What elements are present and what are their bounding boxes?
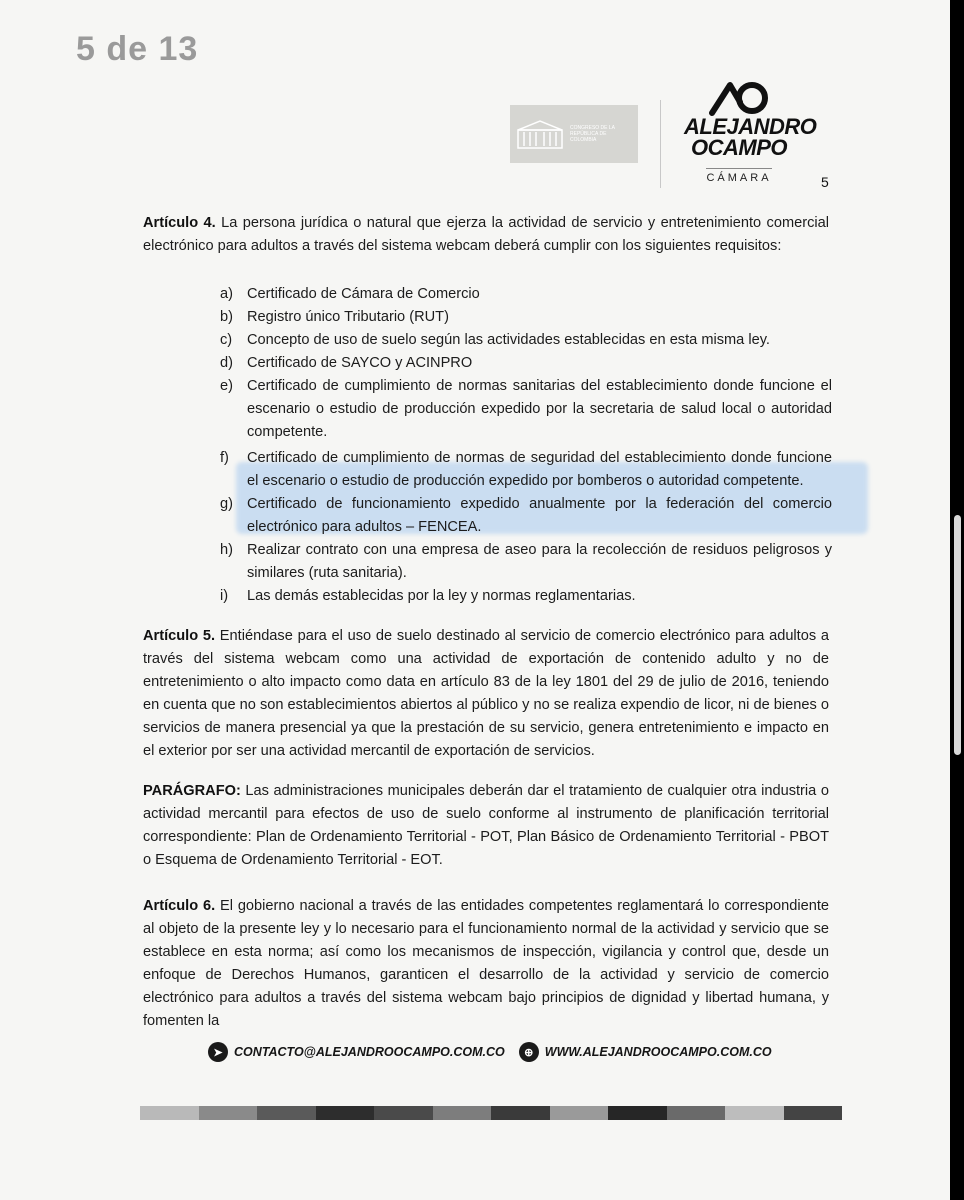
footer-email-text: CONTACTO@ALEJANDROOCAMPO.COM.CO [234, 1045, 505, 1059]
article-6 [143, 895, 829, 1033]
footer-email [208, 1042, 505, 1062]
brand-subtitle: CÁMARA [706, 168, 771, 184]
list-item: d) Certificado de SAYCO y ACINPRO [220, 355, 473, 371]
list-item: b) Registro único Tributario (RUT) [220, 309, 449, 325]
list-item: g) Certificado de funcionamiento expedido anualmente por la federación del comercio electrónico para adultos – FENCEA. [220, 496, 832, 535]
document-page-number: 5 [821, 174, 829, 190]
congress-logo-text: CONGRESO DE LA REPÚBLICA DE COLOMBIA [570, 125, 615, 143]
send-icon: ➤ [208, 1042, 228, 1062]
brand-name-line1: ALEJANDRO [684, 114, 817, 139]
article-4-text: La persona jurídica o natural que ejerza la actividad de servicio y entretenimiento comercial electrónico para adultos a través del sistema webcam deberá cumplir con los siguientes requisitos: [143, 215, 829, 254]
requirements-list [220, 283, 832, 608]
article-5-text: Entiéndase para el uso de suelo destinado al servicio de comercio electrónico para adultos a través del sistema webcam como una actividad de exportación de contenido adulto y no de entretenimiento o alto impacto como data en artículo 83 de la ley 1801 del 29 de julio de 2016, teniendo en cuenta que no son establecimientos abiertos al público y no se realiza expendio de licor, ni de bienes o servicios de manera presencial ya que la prestación de su servicio, genera entretenimiento e impacto en el exterior por ser una actividad mercantil de exportación de servicios. [143, 628, 830, 759]
paragraph-clause [143, 780, 829, 872]
page-indicator: 5 de 13 [76, 30, 199, 68]
footer-decorative-bar [140, 1106, 842, 1120]
article-5-label: Artículo 5. [143, 628, 216, 644]
footer-website [519, 1042, 772, 1062]
header-divider [660, 100, 661, 188]
brand-mark-icon [706, 80, 772, 116]
capitol-building-icon [516, 118, 564, 150]
list-item: f) Certificado de cumplimiento de normas de seguridad del establecimiento donde funcione el escenario o estudio de producción expedido por bomberos o autoridad competente. [220, 450, 832, 489]
list-item: h) Realizar contrato con una empresa de aseo para la recolección de residuos peligrosos y similares (ruta sanitaria). [220, 542, 832, 581]
scrollbar[interactable] [954, 515, 961, 755]
article-4-label: Artículo 4. [143, 215, 216, 231]
paragraph-text: Las administraciones municipales deberán dar el tratamiento de cualquier otra industria o actividad mercantil para efectos de uso de suelo conforme al instrumento de planificación territorial correspondiente: Plan de Ordenamiento Territorial - POT, Plan Básico de Ordenamiento Territorial - PBOT o Esquema de Ordenamiento Territorial - EOT. [143, 783, 829, 868]
article-6-text: El gobierno nacional a través de las entidades competentes reglamentará lo correspondiente al objeto de la presente ley y lo necesario para el funcionamiento normal de la actividad y servicio que se establece en esta norma; así como los mecanismos de inspección, vigilancia y control que, desde un enfoque de Derechos Humanos, garanticen el desarrollo de la actividad y servicio de comercio electrónico para adultos a través del sistema webcam bajo principios de dignidad y libertad humana, y fomenten la [143, 898, 829, 1029]
list-item: c) Concepto de uso de suelo según las actividades establecidas en esta misma ley. [220, 332, 770, 348]
paragraph-label: PARÁGRAFO: [143, 783, 241, 799]
list-item: e) Certificado de cumplimiento de normas sanitarias del establecimiento donde funcione el escenario o estudio de producción expedido por la secretaria de salud local o autoridad competente. [220, 378, 832, 440]
list-item: a) Certificado de Cámara de Comercio [220, 286, 480, 302]
brand-name-line2: OCAMPO [691, 135, 787, 160]
globe-icon: ⊕ [519, 1042, 539, 1062]
congress-logo [510, 105, 638, 163]
brand-logo [684, 80, 817, 186]
article-4-intro [143, 212, 829, 258]
footer-website-text: WWW.ALEJANDROOCAMPO.COM.CO [544, 1045, 772, 1059]
list-item: i) Las demás establecidas por la ley y normas reglamentarias. [220, 588, 636, 604]
article-5 [143, 625, 829, 763]
footer-contacts [208, 1042, 772, 1062]
article-6-label: Artículo 6. [143, 898, 216, 914]
